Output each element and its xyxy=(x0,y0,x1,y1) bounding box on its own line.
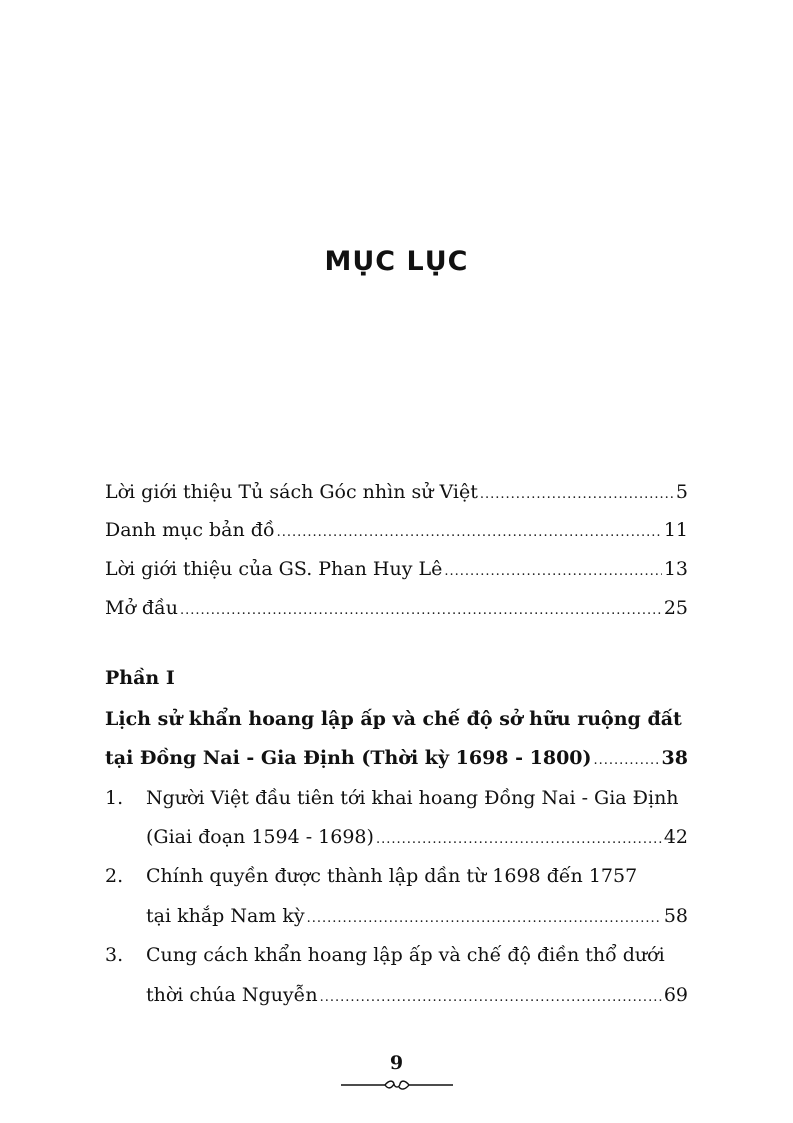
chapter-title-line2: tại khắp Nam kỳ xyxy=(146,905,305,927)
toc-entry-title: Lời giới thiệu Tủ sách Góc nhìn sử Việt xyxy=(105,481,478,503)
chapter-number: 3. xyxy=(105,944,124,966)
toc-entry-page: 11 xyxy=(663,519,688,541)
dot-leader xyxy=(307,905,662,933)
toc-entry-page: 25 xyxy=(663,597,688,619)
toc-entry[interactable] xyxy=(105,594,688,622)
part-title-line1: Lịch sử khẩn hoang lập ấp và chế độ sở hữu ruộng đất xyxy=(105,708,682,730)
dot-leader xyxy=(444,558,661,586)
part-page: 38 xyxy=(661,747,688,769)
chapter-page: 42 xyxy=(663,826,688,848)
toc-entry[interactable] xyxy=(146,902,688,930)
chapter-title-line1: Chính quyền được thành lập dần từ 1698 đến 1757 xyxy=(146,865,638,887)
toc-entry-page: 5 xyxy=(675,481,688,503)
dot-leader xyxy=(320,984,662,1012)
page-number: 9 xyxy=(389,1052,404,1074)
chapter-page: 69 xyxy=(663,984,688,1006)
part-title-entry[interactable] xyxy=(105,744,688,772)
toc-entry-title: Lời giới thiệu của GS. Phan Huy Lê xyxy=(105,558,443,580)
dot-leader xyxy=(180,597,662,625)
part-label: Phần I xyxy=(105,667,175,689)
toc-entry-title: Danh mục bản đồ xyxy=(105,519,275,541)
toc-entry-page: 13 xyxy=(663,558,688,580)
page-title: MỤC LỤC xyxy=(324,246,469,277)
dot-leader xyxy=(594,747,660,775)
chapter-title-line2: thời chúa Nguyễn xyxy=(146,984,318,1006)
toc-entry[interactable] xyxy=(105,516,688,544)
chapter-title-line1: Người Việt đầu tiên tới khai hoang Đồng Nai - Gia Định xyxy=(146,787,679,809)
chapter-title-line2: (Giai đoạn 1594 - 1698) xyxy=(146,826,374,848)
folio-ornament-icon xyxy=(341,1078,453,1092)
toc-entry[interactable] xyxy=(146,823,688,851)
chapter-number: 1. xyxy=(105,787,124,809)
toc-entry[interactable] xyxy=(105,555,688,583)
dot-leader xyxy=(480,481,674,509)
dot-leader xyxy=(376,826,662,854)
toc-entry[interactable] xyxy=(105,478,688,506)
chapter-page: 58 xyxy=(663,905,688,927)
chapter-title-line1: Cung cách khẩn hoang lập ấp và chế độ điền thổ dưới xyxy=(146,944,665,966)
part-title-line2: tại Đồng Nai - Gia Định (Thời kỳ 1698 - 1800) xyxy=(105,747,592,769)
toc-entry[interactable] xyxy=(146,981,688,1009)
toc-entry-title: Mở đầu xyxy=(105,597,178,619)
chapter-number: 2. xyxy=(105,865,124,887)
dot-leader xyxy=(277,519,662,547)
